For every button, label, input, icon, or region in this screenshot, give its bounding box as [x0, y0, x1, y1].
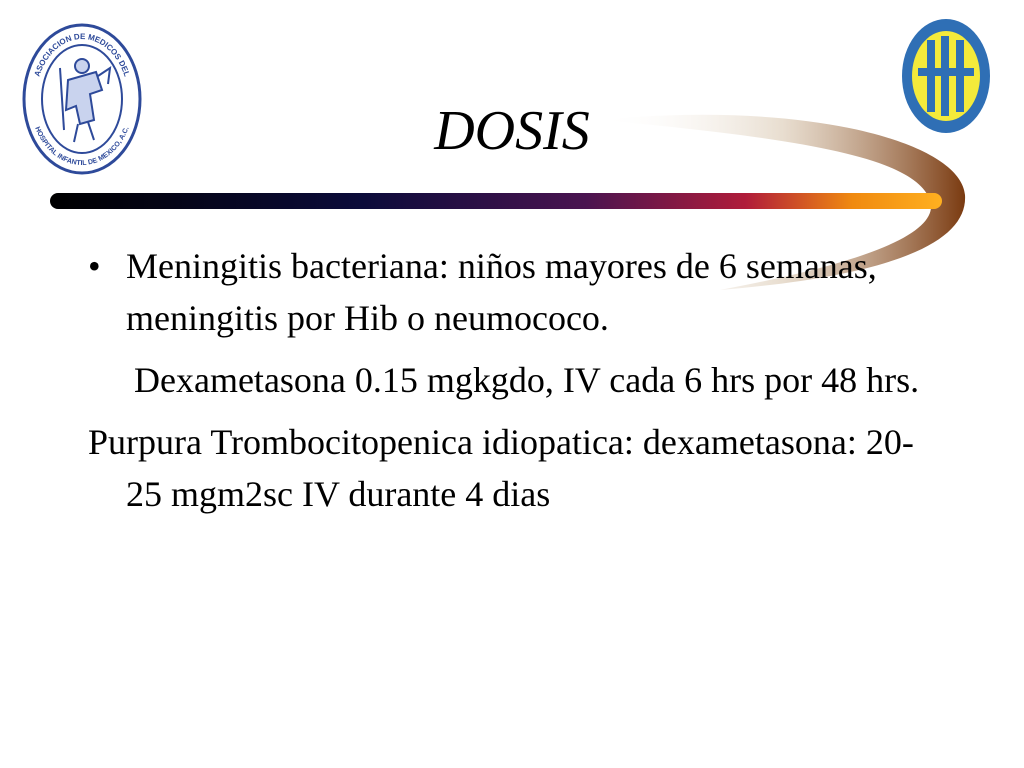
seal-text-top: ASOCIACION DE MEDICOS DEL	[32, 31, 132, 78]
bullet-marker: •	[88, 246, 101, 286]
slide-body	[88, 240, 948, 530]
body-paragraph: Purpura Trombocitopenica idiopatica: dexametasona: 20-25 mgm2sc IV durante 4 dias	[88, 422, 914, 514]
bullet-item	[88, 240, 948, 344]
bullet-text: Meningitis bacteriana: niños mayores de 6 semanas, meningitis por Hib o neumococo.	[126, 246, 877, 338]
swoosh-bar	[50, 193, 942, 209]
slide-title: DOSIS	[434, 100, 590, 162]
seal-text-bottom: HOSPITAL INFANTIL DE MEXICO, A.C.	[33, 125, 131, 168]
sub-paragraph: Dexametasona 0.15 mgkgdo, IV cada 6 hrs por 48 hrs.	[134, 360, 920, 400]
